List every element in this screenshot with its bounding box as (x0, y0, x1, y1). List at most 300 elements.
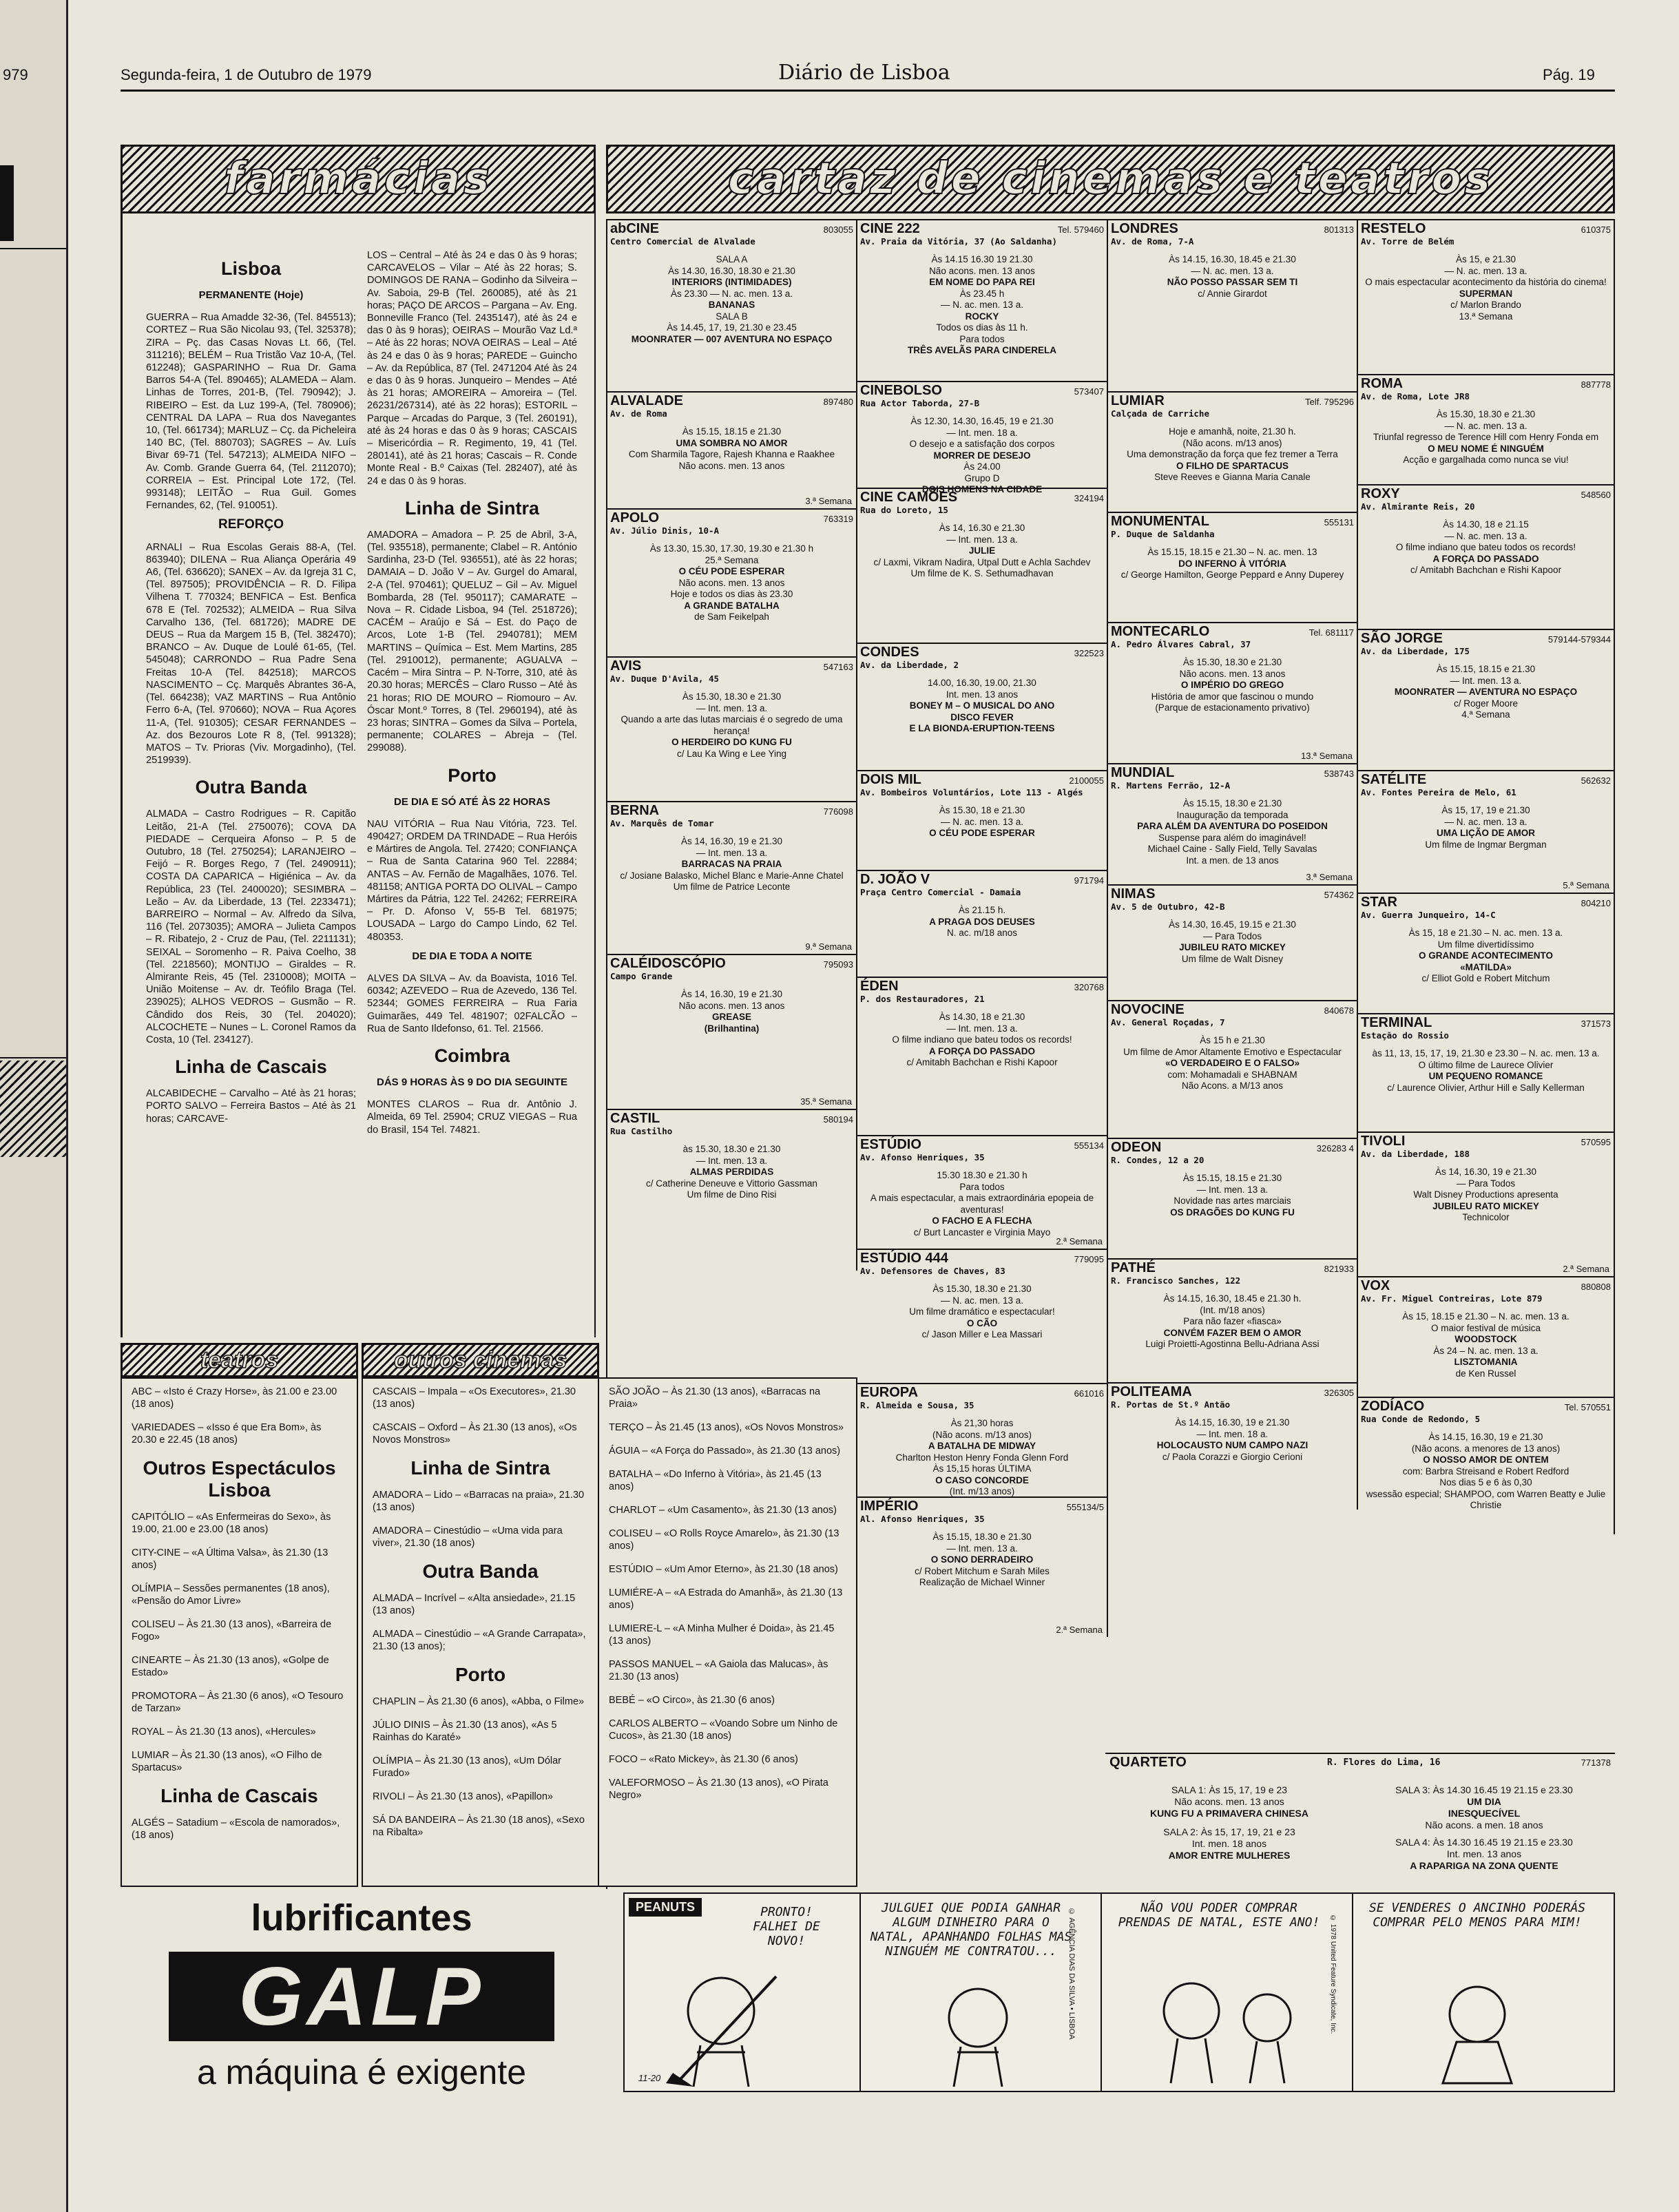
programme-line: (Int. m/18 anos) (1200, 1304, 1265, 1315)
cinema-tel: 371573 (1581, 1019, 1611, 1029)
programme-line: c/ Laurence Olivier, Arthur Hill e Sally Kellerman (1387, 1082, 1585, 1093)
cinema-name: ROXY (1361, 486, 1400, 501)
programme-line: Não acons. men. 13 anos (678, 460, 785, 471)
edge-year: 979 (3, 66, 28, 83)
programme-line: Um filme de Dino Risi (687, 1189, 777, 1200)
programme-line: N. ac. m/18 anos (946, 928, 1018, 938)
cinema-programme (1358, 1048, 1614, 1094)
programme-line: c/ Amitabh Bachchan e Rishi Kapoor (1410, 565, 1562, 575)
cinema-header (1358, 1133, 1614, 1149)
cinema-name: ESTÚDIO 444 (860, 1251, 948, 1266)
programme-line: Às 15.15, 18.15 e 21.30 (682, 426, 782, 437)
espectaculo-item: CITY-CINE – «A Última Valsa», às 21.30 (13 anos) (132, 1547, 328, 1571)
film-title: LISZTOMANIA (1454, 1357, 1518, 1367)
programme-line: Não acons. men. 13 anos (678, 577, 785, 588)
cinema-address: Campo Grande (610, 970, 673, 981)
cinema-tel: 795093 (823, 959, 853, 970)
programme-line: (Parque de estacionamento privativo) (1155, 702, 1310, 713)
quarteto-sala3: SALA 3: Às 14.30 16.45 19 21.15 e 23.30 (1395, 1784, 1573, 1795)
teatros-banner (121, 1343, 358, 1377)
film-title: A GRANDE BATALHA (684, 600, 780, 611)
cascais-list: ALCABIDECHE – Carvalho – Até às 21 horas; PORTO SALVO – Ferreira Bastos – Até às 21 horas; CARCAVE- (146, 1088, 356, 1125)
programme-line: O último filme de Laurece Olivier (1418, 1059, 1554, 1070)
programme-line: — Int. men. 13 a. (946, 1543, 1018, 1554)
cinema-programme (857, 1532, 1107, 1589)
film-title: OS DRAGÕES DO KUNG FU (1170, 1207, 1295, 1218)
masthead: Diário de Lisboa (778, 61, 950, 85)
cinema-programme (607, 989, 856, 1034)
programme-line: Int. men. 13 anos (946, 689, 1019, 700)
cinema-address: Av. Bombeiros Voluntários, Lote 113 - Algés (860, 786, 1083, 797)
programme-line: Às 14, 16.30, 19 e 21.30 (680, 989, 783, 999)
cinema-programme (1358, 928, 1614, 985)
cinema-listing (1108, 763, 1358, 884)
programme-line: Walt Disney Productions apresenta (1413, 1189, 1558, 1200)
cinema-tel: 2100055 (1069, 775, 1104, 786)
cinema-tel: 880808 (1581, 1282, 1611, 1292)
film-title: A PRAGA DOS DEUSES (929, 916, 1035, 927)
programme-line: Michael Caine - Sally Field, Telly Savalas (1147, 844, 1317, 854)
programme-line: O desejo e a satisfação dos corpos (909, 439, 1055, 449)
cascais-heading: Linha de Cascais (175, 1056, 327, 1078)
programme-line: Não acons. men. 13 anos (1179, 668, 1286, 679)
programme-line: O filme indiano que bateu todos os records! (892, 1034, 1072, 1045)
cinema-name: MONTECARLO (1111, 624, 1210, 639)
cinema-listing (857, 381, 1108, 494)
coimbra-list: MONTES CLAROS – Rua dr. Antônio J. Almeida, 69 Tel. 25904; CRUZ VIEGAS – Rua do Brasil, 154 Tel. 74821. (367, 1099, 577, 1136)
film-title: GREASE (711, 1012, 751, 1022)
cinema-listing (607, 954, 857, 1109)
cinema-listing (1108, 512, 1358, 622)
cinema-programme (607, 254, 856, 345)
cascais-list-cont: LOS – Central – Até às 24 e das 0 às 9 horas; CARCAVELOS – Vilar – Até às 22 horas; S. DOMINGOS DE RANA – Godinho da Silveira – Av. Saboia, 29-B (Tel. 260085), até às 21 horas; PAÇO DE ARCOS – Pargana – Av. Eng. Bonneville Franco (Tel. 2435147), até às 24 e das 0 às 9 horas); OEIRAS – Mourão Vaz Ld.ª – Até às 22 horas; NOVA OEIRAS – Leal – Até às 24 e das 0 às 9 horas; PAREDE – Guincho – Av. da República, 87 (Tel. 2471204 Até às 24 e das 0 às 9 horas. Junqueiro – Mendes – Até às 21 horas; AMOREIRA – Amoreira – (Tel. 26231/267314), até às 22 horas); ESTORIL – Parque – Arcadas do Parque, 3 (Tel. 260191), até às 24 horas e das 0 às 9 horas; CASCAIS – Misericórdia – R. Regimento, 19, 41 (Tel. 280141), até às 21 horas; Cascais – R. Conde Monte Real - B.º Caixas (Tel. 282407), até às 24 e das 0 às 9 horas. (367, 250, 577, 487)
quarteto-sala4-age: Int. men. 13 anos (1446, 1848, 1522, 1859)
espectaculo-item: CINEARTE – Às 21.30 (13 anos), «Golpe de Estado» (132, 1655, 329, 1678)
cinema-address: Av. Júlio Dinis, 10-A (610, 525, 720, 536)
programme-line: Para todos (959, 1181, 1005, 1192)
quarteto-header (1105, 1754, 1615, 1773)
programme-line: Às 15.30, 18.30 e 21.30 (1436, 409, 1536, 419)
cinema-tel: 320768 (1074, 982, 1104, 992)
programme-line: Às 23.30 — N. ac. men. 13 a. (670, 288, 793, 299)
programme-line: Às 15, 18 e 21.30 – N. ac. men. 13 a. (1408, 928, 1563, 938)
programme-line: c/ Jason Miller e Lea Massari (921, 1329, 1043, 1339)
week-count: 2.ª Semana (1563, 1263, 1609, 1274)
outro-cinema-item: VALEFORMOSO – Às 21.30 (13 anos), «O Pirata Negro» (609, 1777, 828, 1801)
programme-line: 14.00, 16.30, 19.00, 21.30 (928, 678, 1036, 688)
film-title: UM PEQUENO ROMANCE (1428, 1071, 1543, 1081)
cinema-name: ROMA (1361, 376, 1404, 391)
film-title: O FACHO E A FLECHA (932, 1215, 1032, 1226)
cinema-address: R. Portas de St.º Antão (1111, 1399, 1231, 1410)
film-title: A FORÇA DO PASSADO (928, 1045, 1035, 1056)
cinema-listing (1108, 1258, 1358, 1382)
cinema-tel: 776098 (823, 806, 853, 817)
cinema-header (607, 393, 856, 408)
cinema-tel: 887778 (1581, 379, 1611, 390)
programme-line: — Int. men. 13 a. (1450, 675, 1522, 686)
programme-line: c/ Catherine Deneuve e Vittorio Gassman (646, 1178, 817, 1189)
programme-line: Suspense para além do imaginável! (1158, 832, 1306, 843)
programme-line: com: Mohamadali e SHABNAM (1167, 1069, 1297, 1080)
cinema-listing (607, 801, 857, 954)
cinema-name: BERNA (610, 803, 660, 818)
cinema-programme (1108, 1035, 1357, 1092)
cinema-name: VOX (1361, 1278, 1390, 1293)
cinema-programme (607, 426, 856, 472)
film-title: TRÊS AVELÃS PARA CINDERELA (907, 345, 1056, 355)
quarteto-listing (1105, 1753, 1615, 1888)
programme-line: Às 24.00 (963, 461, 1001, 472)
cinema-header (1358, 220, 1614, 236)
cinema-address: Rua Castilho (610, 1125, 673, 1136)
programme-line: c/ Burt Lancaster e Virginia Mayo (913, 1227, 1051, 1238)
cinema-programme (607, 1144, 856, 1201)
espectaculo-item: LUMIAR – Às 21.30 (13 anos), «O Filho de Spartacus» (132, 1750, 322, 1773)
programme-line: O filme indiano que bateu todos os records! (1395, 542, 1576, 552)
galp-logo: GALP (238, 1950, 485, 2043)
programme-line: c/ George Hamilton, George Peppard e Anny Duperey (1120, 570, 1344, 580)
cinema-name: TERMINAL (1361, 1015, 1432, 1030)
cartaz-title: cartaz de cinemas e teatros (727, 154, 1494, 205)
espectaculo-item: COLISEU – Às 21.30 (13 anos), «Barreira de Fogo» (132, 1619, 332, 1642)
week-count: 9.ª Semana (805, 941, 852, 952)
outros-cinemas-box-2 (599, 1377, 857, 1887)
cinema-tel: 610375 (1581, 225, 1611, 235)
outro-cinema-item: ALMADA – Incrível – «Alta ansiedade», 21.15 (13 anos) (373, 1593, 576, 1616)
programme-line: (Int. m/13 anos) (949, 1486, 1015, 1496)
cinema-address: Praça Centro Comercial - Damaia (860, 886, 1021, 897)
programme-line: — N. ac. men. 13 a. (940, 1295, 1024, 1306)
charlie-brown-walking-drawing (902, 1983, 1067, 2087)
cinema-address: Av. Almirante Reis, 20 (1361, 501, 1475, 512)
film-title: WOODSTOCK (1454, 1334, 1517, 1344)
programme-line: Um filme de K. S. Sethumadhavan (910, 568, 1054, 578)
programme-line: — N. ac. men. 13 a. (1191, 265, 1274, 276)
film-title: A FORÇA DO PASSADO (1432, 553, 1539, 564)
cinema-header (1108, 393, 1357, 408)
quarteto-address: R. Flores do Lima, 16 (1327, 1757, 1441, 1768)
cinema-header (1108, 1260, 1357, 1275)
edge-block (0, 165, 14, 241)
porto-subheading-night: DE DIA E TODA A NOITE (412, 950, 532, 962)
programme-line: (Não acons. a menores de 13 anos) (1411, 1443, 1561, 1454)
cinema-header (857, 489, 1107, 505)
outro-cinema-item: CHAPLIN – Às 21.30 (6 anos), «Abba, o Filme» (373, 1696, 585, 1707)
programme-line: Às 15.15, 18.15 e 21.30 (1182, 1173, 1282, 1183)
programme-line: Às 21.15 h. (958, 905, 1006, 915)
programme-line: Inauguração da temporada (1176, 809, 1289, 820)
galp-top-line: lubrificantes (251, 1897, 472, 1939)
outro-cinema-item: BEBÉ – «O Circo», às 21.30 (6 anos) (609, 1695, 775, 1706)
cinema-listing (857, 219, 1108, 381)
cinema-programme (1108, 1293, 1357, 1350)
cinema-address: Av. da Liberdade, 188 (1361, 1148, 1470, 1159)
film-title: JUBILEU RATO MICKEY (1432, 1200, 1539, 1211)
quarteto-sala1: SALA 1: Às 15, 17, 19 e 23 (1171, 1784, 1288, 1795)
programme-line: Triunfal regresso de Terence Hill com Henry Fonda em (1373, 432, 1599, 442)
cinema-header (1108, 1001, 1357, 1017)
comic-panel-2 (861, 1892, 1102, 2092)
cinema-header (857, 220, 1107, 236)
cinema-programme (1108, 1173, 1357, 1218)
film-title: SUPERMAN (1459, 288, 1513, 299)
cinema-listing (857, 770, 1108, 870)
programme-line: c/ Elliot Gold e Robert Mitchum (1421, 973, 1550, 983)
page-number: Pág. 19 (1543, 66, 1595, 83)
cinema-address: Av. Afonso Henriques, 35 (860, 1151, 985, 1162)
programme-line: Para não fazer «fiasca» (1183, 1316, 1282, 1326)
comic-date: 11-20 (638, 2073, 661, 2083)
cinema-tel: 570595 (1581, 1137, 1611, 1147)
programme-line: Um filme de Walt Disney (1181, 953, 1284, 964)
programme-line: Às 14.30, 16.30, 18.30 e 21.30 (668, 265, 795, 276)
programme-line: Às 14.15, 16.30, 19 e 21.30 (1428, 1432, 1543, 1442)
programme-line: Novidade nas artes marciais (1174, 1196, 1291, 1206)
cinema-address: Av. Fontes Pereira de Melo, 61 (1361, 786, 1516, 797)
cinema-name: CALÉIDOSCÓPIO (610, 956, 726, 971)
programme-line: wsessão especial; SHAMPOO, com Warren Beatty e Julie Christie (1366, 1488, 1606, 1510)
programme-line: c/ Marlon Brando (1450, 300, 1521, 310)
programme-line: SALA B (716, 311, 748, 322)
cinema-header (1108, 1384, 1357, 1399)
cinema-address: R. Almeida e Sousa, 35 (860, 1399, 974, 1410)
programme-line: c/ Laxmi, Vikram Nadira, Utpal Dutt e Achla Sachdev (873, 556, 1091, 567)
cinema-tel: 971794 (1074, 875, 1104, 886)
programme-line: Charlton Heston Henry Fonda Glenn Ford (895, 1452, 1069, 1463)
outra-banda-heading: Outra Banda (195, 777, 307, 798)
quarteto-left (1112, 1784, 1346, 1861)
cinema-tel: 840678 (1324, 1005, 1354, 1016)
sintra-heading: Linha de Sintra (404, 497, 540, 519)
cinema-listing (1358, 374, 1615, 484)
header-date: Segunda-feira, 1 de Outubro de 1979 (121, 66, 372, 83)
programme-line: Às 15.30, 18 e 21.30 (939, 805, 1025, 815)
cinema-programme (1358, 409, 1614, 466)
outro-cinema-item: OLÍMPIA – Às 21.30 (13 anos), «Um Dólar Furado» (373, 1755, 562, 1779)
cinema-address: Estação do Rossio (1361, 1030, 1449, 1041)
comic-speech-4: SE VENDERES O ANCINHO PODERÁS COMPRAR PELO MENOS PARA MIM! (1368, 1901, 1586, 1930)
cinema-listing (1108, 219, 1358, 391)
espectaculo-item: ALGÉS – Satadium – «Escola de namorados», (18 anos) (132, 1817, 340, 1841)
cinema-listing (1358, 219, 1615, 374)
cinema-programme (1108, 426, 1357, 483)
cinema-name: SÃO JORGE (1361, 631, 1443, 646)
comic-speech-3: NÃO VOU PODER COMPRAR PRENDAS DE NATAL, ESTE ANO! (1118, 1901, 1320, 1930)
cinema-header (1358, 771, 1614, 787)
cinema-listing (1108, 1138, 1358, 1258)
programme-line: de Ken Russel (1455, 1368, 1516, 1379)
programme-line: Às 21,30 horas (950, 1418, 1014, 1428)
programme-line: Às 15.15, 18.15 e 21.30 – N. ac. men. 13 (1147, 547, 1317, 557)
programme-line: Steve Reeves e Gianna Maria Canale (1154, 472, 1311, 482)
programme-line: Às 14.30, 16.45, 19.15 e 21.30 (1169, 919, 1296, 930)
week-count: 13.ª Semana (1301, 750, 1353, 761)
programme-line: 4.ª Semana (1461, 709, 1510, 720)
programme-line: Um filme de Patrice Leconte (673, 881, 791, 892)
cinema-header (857, 978, 1107, 994)
programme-line: Às 14, 16.30 e 21.30 (939, 523, 1025, 533)
cinema-programme (857, 1284, 1107, 1341)
film-title: JULIE (968, 545, 996, 556)
film-title: O GRANDE ACONTECIMENTO (1418, 950, 1553, 961)
film-title: UMA SOMBRA NO AMOR (676, 437, 788, 448)
outros-cinemas-title: outros cinemas (393, 1346, 567, 1373)
week-count: 35.ª Semana (800, 1096, 852, 1107)
programme-line: Às 14.15 16.30 19 21.30 (931, 254, 1033, 264)
programme-line: Às 15.15, 18.30 e 21.30 (1182, 798, 1282, 808)
cinema-header (857, 644, 1107, 660)
week-count: 3.ª Semana (805, 495, 852, 506)
comic-panel-1 (623, 1892, 861, 2092)
cinema-listing (1108, 1000, 1358, 1138)
cinema-listing (607, 1109, 857, 1271)
cinema-address: Rua do Loreto, 15 (860, 504, 948, 515)
outro-cinema-item: SÁ DA BANDEIRA – Às 21.30 (18 anos), «Sexo na Ribalta» (373, 1815, 585, 1838)
espectaculo-item: OLÍMPIA – Sessões permanentes (18 anos), «Pensão do Amor Livre» (132, 1583, 330, 1607)
film-title: O HERDEIRO DO KUNG FU (671, 737, 792, 747)
programme-line: Luigi Proietti-Agostinna Bellu-Adriana Assi (1145, 1339, 1320, 1349)
porto-list: NAU VITÓRIA – Rua Nau Vitória, 723. Tel. 490427; ORDEM DA TRINDADE – Rua Heróis e Mártires de Angola. Tel. 27420; CONFIANÇA – Rua de Santa Catarina 960 Tel. 22884; ANTAS – Av. Fernão de Magalhães, 1076. Tel. 481158; ANTIGA PORTA DO OLIVAL – Campo Mártires da Pátria, 122 Tel. 24262; FERREIRA – Pr. D. Afonso V, 55-B Tel. 681975; LOUSADA – Largo do Campo Lindo, 62 Tel. 480353. (367, 818, 577, 943)
cinema-address: R. Condes, 12 a 20 (1111, 1154, 1204, 1165)
coimbra-heading: Coimbra (434, 1045, 510, 1066)
programme-line: Hoje e amanhã, noite, 21.30 h. (1169, 426, 1296, 437)
comic-panel-3 (1102, 1892, 1353, 2092)
outros-espectaculos-heading: Outros Espectáculos Lisboa (143, 1457, 336, 1501)
quarteto-sala3-film-b: INESQUECÍVEL (1448, 1808, 1521, 1819)
cinema-programme (607, 543, 856, 623)
cinema-tel: 763319 (823, 514, 853, 524)
programme-line: c/ Paola Corazzi e Giorgio Cerioni (1162, 1451, 1303, 1462)
cinema-address: Av. Guerra Junqueiro, 14-C (1361, 909, 1496, 920)
programme-line: Com Sharmila Tagore, Rajesh Khanna e Raakhee (628, 449, 835, 459)
edge-pattern (0, 1061, 66, 1157)
cinema-header (1358, 894, 1614, 910)
coimbra-subheading: DÁS 9 HORAS ÀS 9 DO DIA SEGUINTE (377, 1076, 567, 1088)
quarteto-sala2: SALA 2: Às 15, 17, 19, 21 e 23 (1163, 1826, 1295, 1837)
week-count: 3.ª Semana (1306, 871, 1353, 882)
programme-line: Hoje e todos os dias às 23.30 (670, 589, 793, 599)
programme-line: Às 24 – N. ac. men. 13 a. (1433, 1345, 1539, 1356)
programme-line: Realização de Michael Winner (919, 1577, 1045, 1587)
espectaculo-item: CAPITÓLIO – «As Enfermeiras do Sexo», às 19.00, 21.00 e 23.00 (18 anos) (132, 1512, 331, 1535)
programme-line: Às 12.30, 14.30, 16.45, 19 e 21.30 (910, 416, 1054, 426)
cinema-tel: 322523 (1074, 648, 1104, 658)
cinema-listing (857, 977, 1108, 1135)
farmacias-title: farmácias (224, 154, 492, 205)
cinema-header (1358, 630, 1614, 646)
cinema-header (1358, 375, 1614, 391)
cinema-listing (1358, 1013, 1615, 1131)
cinema-listing (607, 391, 857, 508)
cinema-name: EUROPA (860, 1385, 919, 1400)
programme-line: 25.ª Semana (705, 554, 759, 565)
programme-line: Às 15.30, 18.30 e 21.30 (682, 691, 782, 702)
cinema-address: Av. Defensores de Chaves, 83 (860, 1265, 1005, 1276)
charlie-brown-drawing (638, 1970, 845, 2087)
cinema-programme (1358, 1167, 1614, 1224)
cartaz-banner (606, 145, 1615, 213)
film-title: BONEY M – O MUSICAL DO ANO (909, 700, 1055, 711)
film-title: MORRER DE DESEJO (933, 450, 1031, 461)
programme-line: Às 15, 18.15 e 21.30 – N. ac. men. 13 a. (1402, 1311, 1570, 1322)
cinema-header (857, 1384, 1107, 1400)
film-title: O FILHO DE SPARTACUS (1176, 460, 1289, 471)
cinema-tel: Tel. 570551 (1564, 1402, 1611, 1412)
cinema-address: Av. 5 de Outubro, 42-B (1111, 901, 1225, 912)
cinema-name: STAR (1361, 895, 1397, 910)
cinema-header (607, 955, 856, 971)
programme-line: (Não acons. m/13 anos) (932, 1429, 1032, 1440)
edge-rule (0, 1057, 66, 1058)
programme-line: SALA A (716, 254, 748, 264)
programme-line: O maior festival de música (1430, 1322, 1541, 1333)
cinema-header (607, 802, 856, 818)
cinema-tel: 897480 (823, 397, 853, 407)
film-title: UMA LIÇÃO DE AMOR (1437, 828, 1535, 838)
cinema-listing (857, 1135, 1108, 1249)
cinema-address: Av. Duque D'Avila, 45 (610, 673, 720, 684)
film-title: O MEU NOME É NINGUÉM (1428, 443, 1544, 454)
cinema-listing (1358, 629, 1615, 770)
cinema-listing (857, 1249, 1108, 1383)
permanente-heading: PERMANENTE (Hoje) (198, 289, 304, 301)
cinema-name: abCINE (610, 221, 660, 236)
cinema-listing (1108, 622, 1358, 763)
teatros-box (121, 1377, 358, 1887)
cinema-header (857, 1498, 1107, 1514)
programme-line: Às 15.15, 18.15 e 21.30 (1436, 664, 1536, 674)
programme-line: A mais espectacular, a mais extraordinária epopeia de aventuras! (870, 1193, 1094, 1215)
cinema-programme (857, 805, 1107, 839)
cinema-address: A. Pedro Álvares Cabral, 37 (1111, 638, 1251, 649)
cinema-programme (607, 691, 856, 760)
copyright-credit: © 1978 United Feature Syndicate, Inc. (1329, 1914, 1337, 2034)
programme-line: Não acons. men. 13 anos (929, 265, 1035, 276)
cinema-listing (857, 643, 1108, 770)
film-title: E LA BIONDA-ERUPTION-TEENS (909, 723, 1055, 733)
programme-line: Às 14.15, 16.30, 18.45 e 21.30 (1169, 254, 1296, 264)
programme-line: — Para Todos (1456, 1178, 1516, 1189)
programme-line: com: Barbra Streisand e Robert Redford (1402, 1465, 1570, 1477)
programme-line: Às 15.15, 18.30 e 21.30 (932, 1532, 1032, 1542)
outros-cinemas-banner (362, 1343, 599, 1377)
film-title: «MATILDA» (1460, 961, 1512, 972)
cinema-programme (857, 678, 1107, 735)
film-title: O CÉU PODE ESPERAR (678, 566, 785, 576)
cinema-address: Av. de Roma (610, 408, 667, 419)
programme-line: Às 23.45 h (959, 288, 1005, 299)
quarteto-sala4-film: A RAPARIGA NA ZONA QUENTE (1410, 1860, 1558, 1871)
cinema-header (857, 771, 1107, 787)
film-title: A BATALHA DE MIDWAY (928, 1441, 1036, 1451)
programme-line: Todos os dias às 11 h. (936, 322, 1028, 333)
cinema-programme (1108, 1417, 1357, 1463)
cinema-tel: 779095 (1074, 1254, 1104, 1264)
outro-cinema-item: AMADORA – Lido – «Barracas na praia», 21.30 (13 anos) (373, 1490, 585, 1513)
reforco-list: ARNALI – Rua Escolas Gerais 88-A, (Tel. 863940); DILENA – Rua Aliança Operária 49 A6, (Tel. 636620); SANEX – Av. da Igreja 31 C, (Tel. 897505); PROVIDÊNCIA – R. D. Filipa Vilhena T. 770324; BENFICA – Est. Benfica 678 E (Tel. 702532); ALMEIDA – Rua Silva Carvalho 136, (Tel. 681726); MADRE DE DEUS – Rua da Margem 15 B, (Tel. 382470); BRANCO – Av. Duque de Loulé 61-65, (Tel. 545048); CARRONDO – Rua Padre Sena Freitas 10-A (Tel. 842518); MARCOS NASCIMENTO – Cç. Marquês Abrantes 36-A, (Tel. 664238); VAZ MARTINS – Rua Antônio Ferro 6-A, (Tel. 970660); NOVA – Rua Açores 11-A, (Tel. 910305); CESAR FERNANDES – Az. dos Bezouros Lote R 8, (Tel. 991328); MATOS – Tv. Prioras (Viv. Morgadinho), (Tel. 2519939). (146, 541, 356, 766)
cinema-address: Calçada de Carriche (1111, 408, 1209, 419)
programme-line: Às 15.30, 18.30 e 21.30 (1182, 657, 1282, 667)
cinema-programme (857, 1170, 1107, 1238)
cinema-name: ALVALADE (610, 393, 683, 408)
programme-line: Às 14, 16.30, 19 e 21.30 (680, 836, 783, 846)
film-title: JUBILEU RATO MICKEY (1179, 942, 1286, 952)
cinema-name: DOIS MIL (860, 772, 921, 787)
cinema-header (1358, 1014, 1614, 1030)
cinema-programme (1108, 657, 1357, 714)
cinema-listing (1358, 1131, 1615, 1276)
